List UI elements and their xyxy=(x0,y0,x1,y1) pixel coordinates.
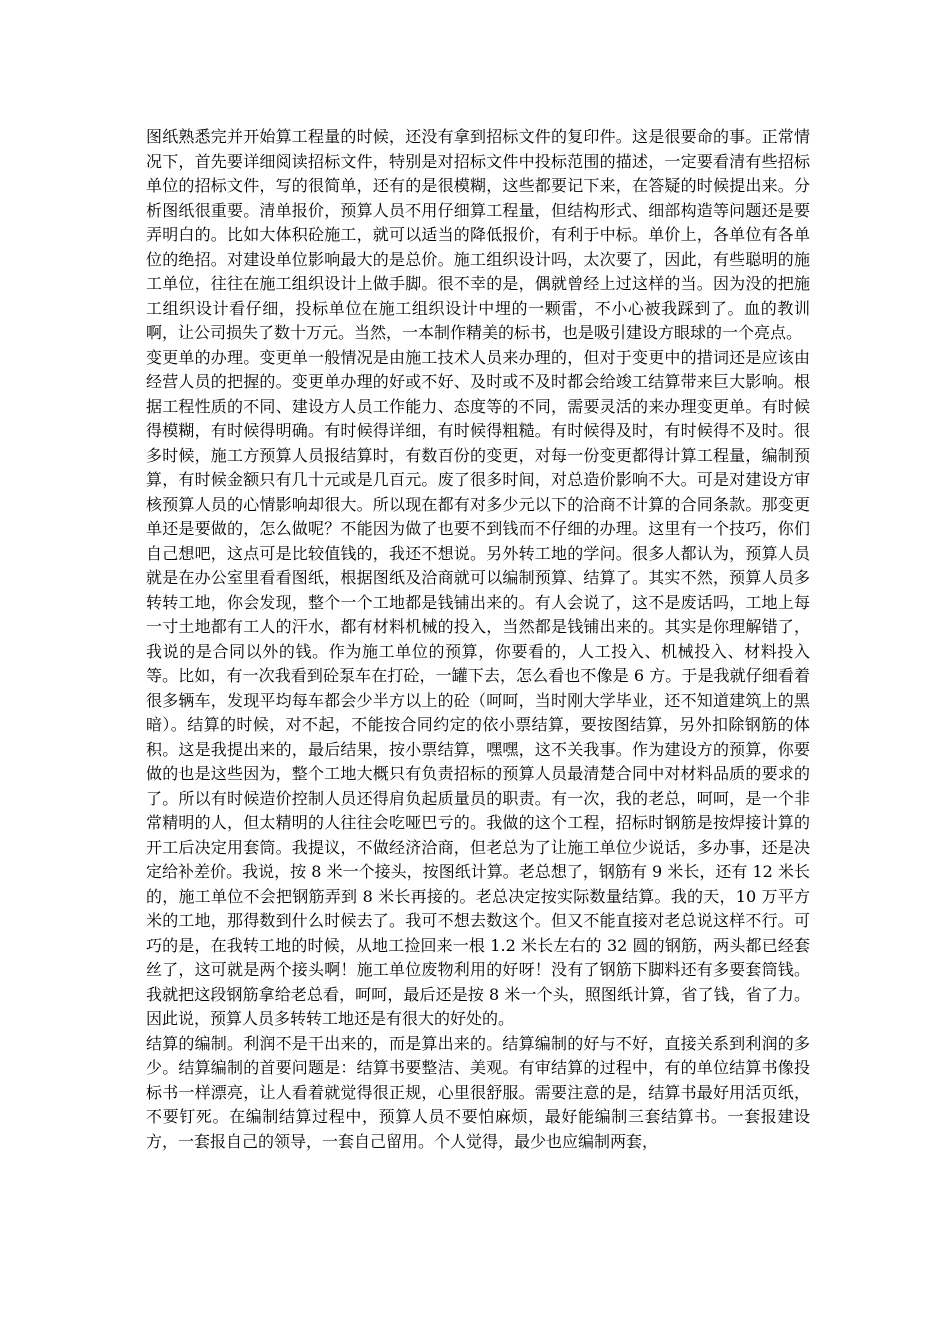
paragraph-settlement: 结算的编制。利润不是干出来的，而是算出来的。结算编制的好与不好，直接关系到利润的多少。结算编制的首要问题是：结算书要整洁、美观。有审结算的过程中，有的单位结算书像投标书一样漂亮，让人看着就觉得很正规，心里很舒服。需要注意的是，结算书最好用活页纸，不要钉死。在编制结算过程中，预算人员不要怕麻烦，最好能编制三套结算书。一套报建设方，一套报自己的领导，一套自己留用。个人觉得，最少也应编制两套， xyxy=(146,1033,810,1151)
document-body xyxy=(146,125,810,1154)
paragraph-bidding: 图纸熟悉完并开始算工程量的时候，还没有拿到招标文件的复印件。这是很要命的事。正常情况下，首先要详细阅读招标文件，特别是对招标文件中投标范围的描述，一定要看清有些招标单位的招标文件，写的很简单，还有的是很模糊，这些都要记下来，在答疑的时候提出来。分析图纸很重要。清单报价，预算人员不用仔细算工程量，但结构形式、细部构造等问题还是要弄明白的。比如大体积砼施工，就可以适当的降低报价，有利于中标。单价上，各单位有各单位的绝招。对建设单位影响最大的是总价。施工组织设计吗，太次要了，因此，有些聪明的施工单位，往往在施工组织设计上做手脚。很不幸的是，偶就曾经上过这样的当。因为没的把施工组织设计看仔细，投标单位在施工组织设计中埋的一颗雷，不小心被我踩到了。血的教训啊，让公司损失了数十万元。当然，一本制作精美的标书，也是吸引建设方眼球的一个亮点。 xyxy=(146,127,810,342)
paragraph-change-orders: 变更单的办理。变更单一般情况是由施工技术人员来办理的，但对于变更中的措词还是应该由经营人员的把握的。变更单办理的好或不好、及时或不及时都会给竣工结算带来巨大影响。根据工程性质的不同、建设方人员工作能力、态度等的不同，需要灵活的来办理变更单。有时候得模糊，有时候得明确。有时候得详细，有时候得粗糙。有时候得及时，有时候得不及时。很多时候，施工方预算人员报结算时，有数百份的变更，对每一份变更都得计算工程量，编制预算，有时候金额只有几十元或是几百元。废了很多时间，对总造价影响不大。可是对建设方审核预算人员的心情影响却很大。所以现在都有对多少元以下的洽商不计算的合同条款。那变更单还是要做的，怎么做呢？不能因为做了也要不到钱而不仔细的办理。这里有一个技巧，你们自己想吧，这点可是比较值钱的，我还不想说。另外转工地的学问。很多人都认为，预算人员就是在办公室里看看图纸，根据图纸及洽商就可以编制预算、结算了。其实不然，预算人员多转转工地，你会发现，整个一个工地都是钱铺出来的。有人会说了，这不是废话吗，工地上每一寸土地都有工人的汗水，都有材料机械的投入，当然都是钱铺出来的。其实是你理解错了，我说的是合同以外的钱。作为施工单位的预算，你要看的，人工投入、机械投入、材料投入等。比如，有一次我看到砼泵车在打砼，一罐下去，怎么看也不像是 6 方。于是我就仔细看着很多辆车，发现平均每车都会少半方以上的砼（呵呵，当时刚大学毕业，还不知道建筑上的黑暗）。结算的时候，对不起，不能按合同约定的依小票结算，要按图结算，另外扣除钢筋的体积。这是我提出来的，最后结果，按小票结算，嘿嘿，这不关我事。作为建设方的预算，你要做的也是这些因为，整个工地大概只有负责招标的预算人员最清楚合同中对材料品质的要求的了。所以有时候造价控制人员还得肩负起质量员的职责。有一次，我的老总，呵呵，是一个非常精明的人，但太精明的人往往会吃哑巴亏的。我做的这个工程，招标时钢筋是按焊接计算的开工后决定用套筒。我提议，不做经济洽商，但老总为了让施工单位少说话，多办事，还是决定给补差价。我说，按 8 米一个接头，按图纸计算。老总想了，钢筋有 9 米长，还有 12 米长的，施工单位不会把钢筋弄到 8 米长再接的。老总决定按实际数量结算。我的天，10 万平方米的工地，那得数到什么时候去了。我可不想去数这个。但又不能直接对老总说这样不行。可巧的是，在我转工地的时候，从地工捡回来一根 1.2 米长左右的 32 圆的钢筋，两头都已经套丝了，这可就是两个接头啊！施工单位废物利用的好呀！没有了钢筋下脚料还有多要套筒钱。我就把这段钢筋拿给老总看，呵呵，最后还是按 8 米一个头，照图纸计算，省了钱，省了力。因此说，预算人员多转转工地还是有很大的好处的。 xyxy=(146,347,810,1028)
